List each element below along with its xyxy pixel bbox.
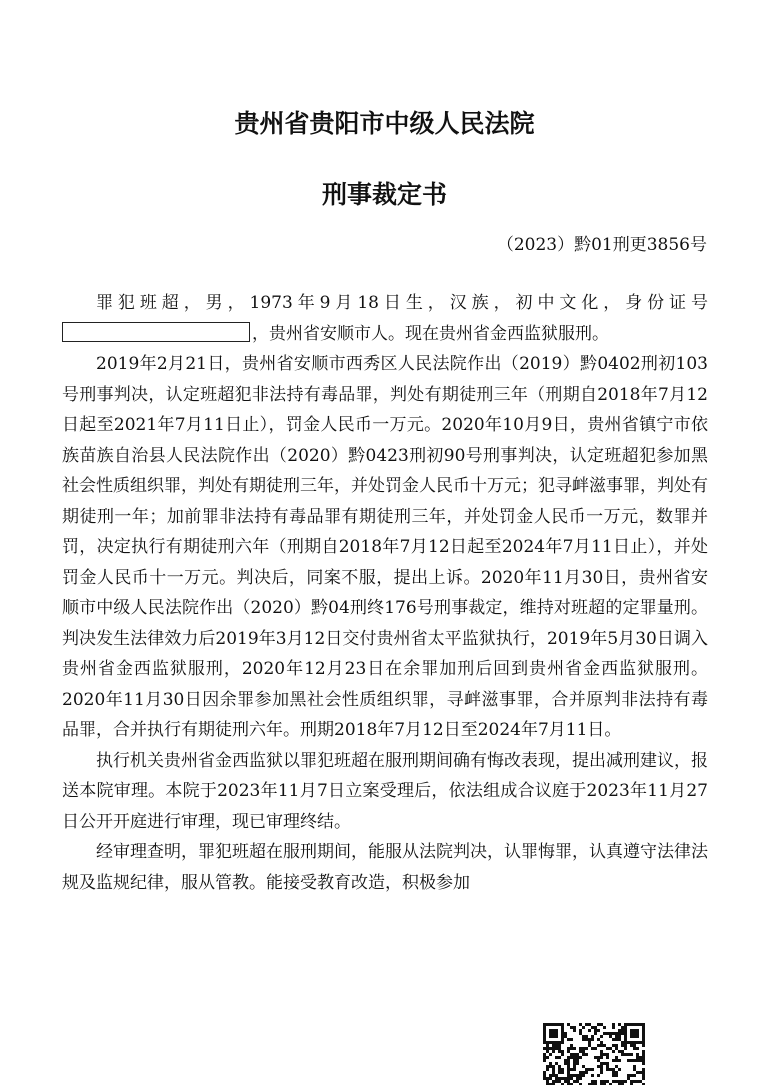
paragraph-4: 经审理查明，罪犯班超在服刑期间，能服从法院判决，认罪悔罪，认真遵守法律法规及监规纪律，服从管教。能接受教育改造，积极参加 [62, 842, 708, 893]
paragraph-2: 2019年2月21日，贵州省安顺市西秀区人民法院作出（2019）黔0402刑初103号刑事判决，认定班超犯非法持有毒品罪，判处有期徒刑三年（刑期自2018年7月12日起至2021年7月11日止），罚金人民币一万元。2020年10月9日，贵州省镇宁市依族苗族自治县人民法院作出（2020）黔0423刑初90号刑事判决，认定班超犯参加黑社会性质组织罪，判处有期徒刑三年，并处罚金人民币十万元；犯寻衅滋事罪，判处有期徒刑一年；加前罪非法持有毒品罪有期徒刑三年，并处罚金人民币一万元，数罪并罚，决定执行有期徒刑六年（刑期自2018年7月12日起至2024年7月11日止），并处罚金人民币十一万元。判决后，同案不服，提出上诉。2020年11月30日，贵州省安顺市中级人民法院作出（2020）黔04刑终176号刑事裁定，维持对班超的定罪量刑。判决发生法律效力后2019年3月12日交付贵州省太平监狱执行，2019年5月30日调入贵州省金西监狱服刑，2020年12月23日在余罪加刑后回到贵州省金西监狱服刑。2020年11月30日因余罪参加黑社会性质组织罪，寻衅滋事罪，合并原判非法持有毒品罪，合并执行有期徒刑六年。刑期2018年7月12日至2024年7月11日。 [62, 354, 708, 740]
qr-code-icon [543, 1023, 645, 1085]
court-name-heading: 贵州省贵阳市中级人民法院 [234, 109, 535, 138]
case-number: （2023）黔01刑更3856号 [496, 235, 707, 255]
paragraph-1-text-start: 罪犯班超，男，1973年9月18日生，汉族，初中文化，身份证号 [96, 293, 708, 313]
paragraph-3: 执行机关贵州省金西监狱以罪犯班超在服刑期间确有悔改表现，提出减刑建议，报送本院审理。本院于2023年11月7日立案受理后，依法组成合议庭于2023年11月27日公开开庭进行审理，现已审理终结。 [62, 750, 708, 832]
document-title: 刑事裁定书 [321, 180, 447, 209]
document-body [62, 288, 708, 898]
paragraph-1-text-end: ，贵州省安顺市人。现在贵州省金西监狱服刑。 [252, 323, 609, 344]
paragraph-1 [62, 288, 708, 349]
redacted-id-number-box [62, 322, 250, 342]
